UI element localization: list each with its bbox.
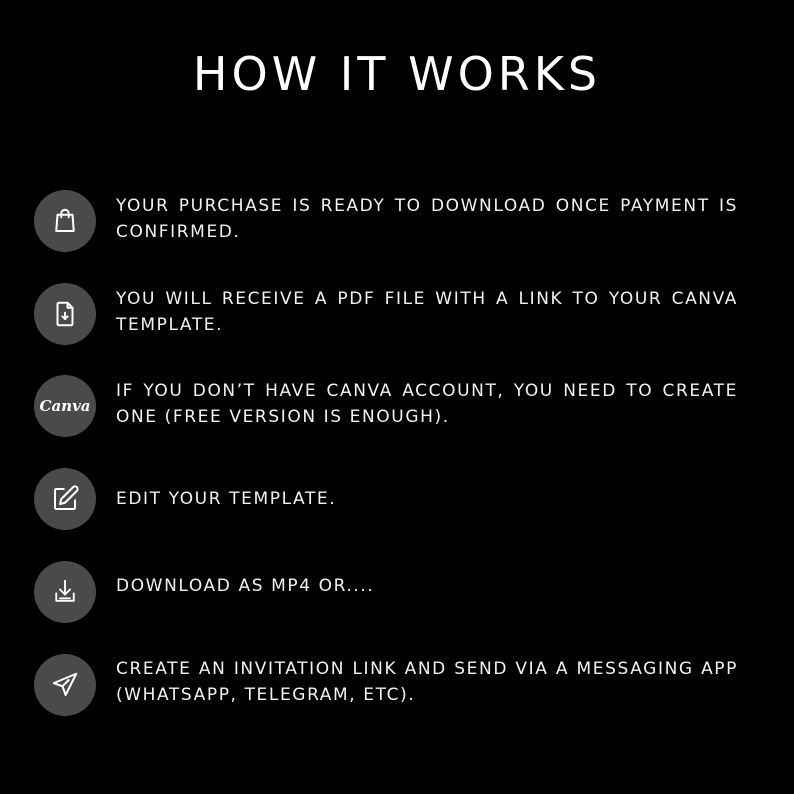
step-text: YOU WILL RECEIVE A PDF FILE WITH A LINK TO YOUR CANVA TEMPLATE.: [116, 289, 738, 335]
send-icon: [34, 654, 96, 716]
step-purchase: [34, 190, 744, 252]
step-text: YOUR PURCHASE IS READY TO DOWNLOAD ONCE PAYMENT IS CONFIRMED.: [116, 196, 738, 242]
step-text: IF YOU DON’T HAVE CANVA ACCOUNT, YOU NEED TO CREATE ONE (FREE VERSION IS ENOUGH).: [116, 381, 738, 427]
step-download: [34, 561, 744, 623]
shopping-bag-icon: [34, 190, 96, 252]
canva-logo-icon: [34, 375, 96, 437]
step-text: DOWNLOAD AS MP4 OR....: [116, 576, 375, 596]
download-icon: [34, 561, 96, 623]
canva-logo-text: Canva: [39, 397, 91, 415]
step-receive-pdf: [34, 283, 744, 345]
page-title: HOW IT WORKS: [192, 47, 602, 101]
step-text: EDIT YOUR TEMPLATE.: [116, 489, 337, 509]
file-download-icon: [34, 283, 96, 345]
step-text: CREATE AN INVITATION LINK AND SEND VIA A MESSAGING APP (WHATSAPP, TELEGRAM, ETC).: [116, 659, 738, 705]
edit-icon: [34, 468, 96, 530]
step-edit-template: [34, 468, 744, 530]
step-send-link: [34, 654, 744, 716]
step-canva-account: [34, 375, 744, 437]
